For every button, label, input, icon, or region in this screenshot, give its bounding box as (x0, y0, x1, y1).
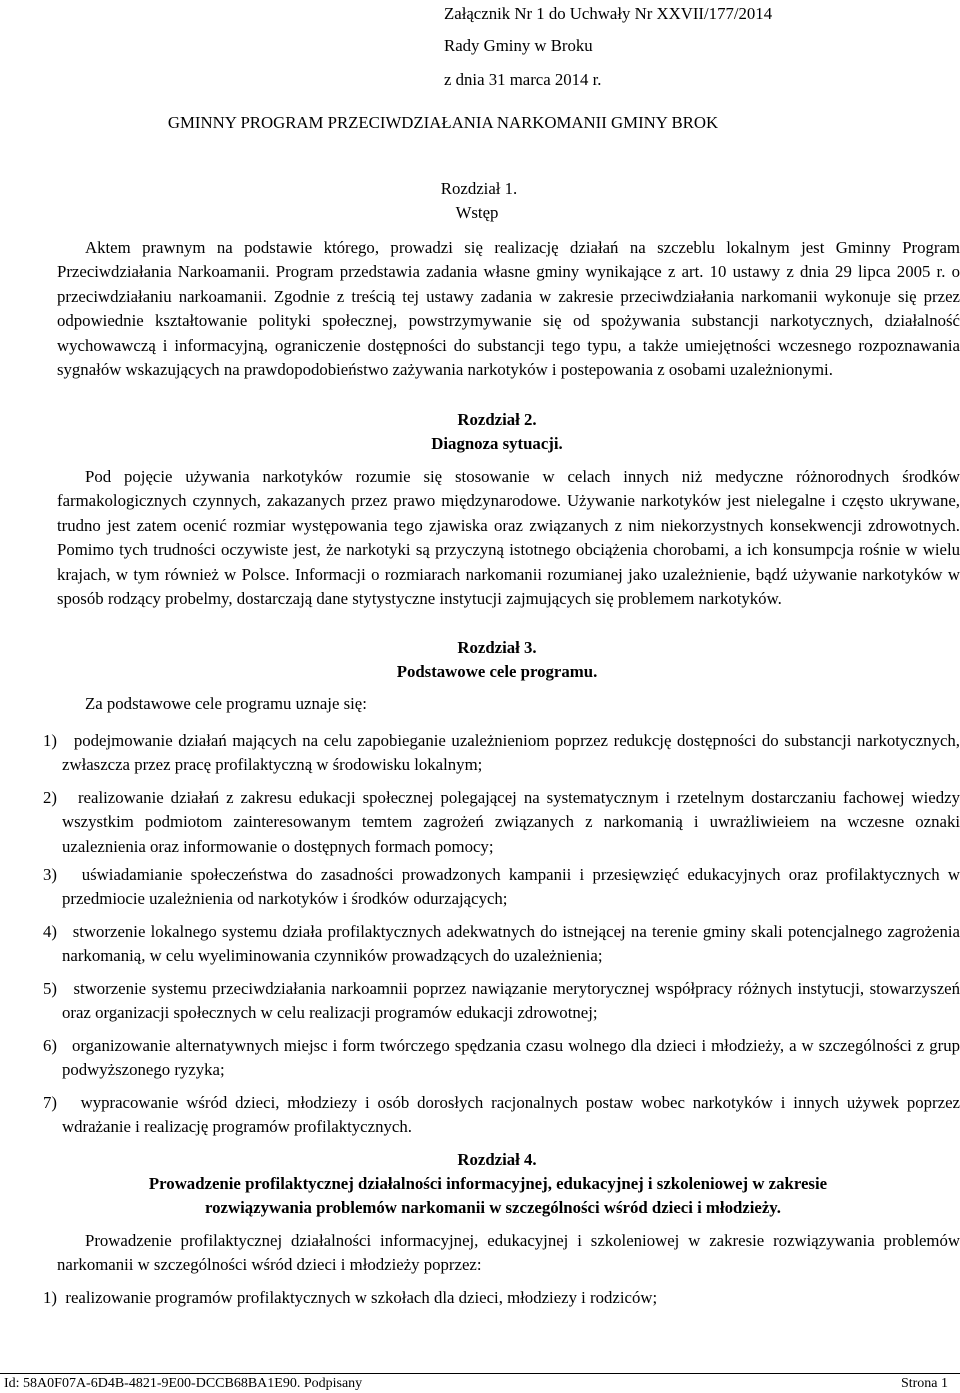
list-item-text: organizowanie alternatywnych miejsc i form twórczego spędzania czasu wolnego dla dzieci i młodzieży, a w szczególności z grup podwyższonego ryzyka; (62, 1036, 960, 1080)
list-item-number: 7) (43, 1093, 57, 1112)
list-item (43, 863, 960, 912)
list-item-text: uświadamianie społeczeństwa do zasadności prowadzonych kampanii i przesięwzięć edukacyjnych oraz profilaktycznych w przedmiocie uzależnienia od narkotyków i środków odurzających; (62, 865, 960, 909)
annex-line-1: Załącznik Nr 1 do Uchwały Nr XXVII/177/2014 (444, 4, 773, 23)
program-title: GMINNY PROGRAM PRZECIWDZIAŁANIA NARKOMANII GMINY BROK (167, 113, 719, 132)
list-item-text: realizowanie działań z zakresu edukacji społecznej polegającej na systematycznym i rzetelnym dostarczaniu fachowej wiedzy wszystkim podmiotom zainteresowanym temtem zagrożeń związanych z narkomanią i uwrażliwieiem na wczesne oznaki uzaleznienia oraz informowanie o dostępnych formach pomocy; (62, 788, 960, 856)
chapter4-title-line2: rozwiązywania problemów narkomanii w szczególności wśród dzieci i młodzieży. (205, 1198, 781, 1217)
list-item (43, 1034, 960, 1083)
list-item-number: 3) (43, 865, 57, 884)
list-item (43, 1091, 960, 1140)
list-item-text: podejmowanie działań mających na celu zapobieganie uzależnieniom poprzez redukcję dostępności do substancji narkotycznych, zwłaszcza przez pracę profilaktyczną w środowisku lokalnym; (62, 731, 960, 775)
list-item-text: stworzenie systemu przeciwdziałania narkoamnii poprzez nawiązanie merytorycznej współpracy różnych instytucji, stowarzyszeń oraz organizacji społecznych w celu realizacji programów edukacji zdrowotnej; (62, 979, 960, 1023)
list-item (43, 920, 960, 969)
list-item-number: 4) (43, 922, 57, 941)
list-item-number: 6) (43, 1036, 57, 1055)
chapter3-title: Podstawowe cele programu. (396, 662, 598, 681)
list-item-text: stworzenie lokalnego systemu działa profilaktycznych adekwatnych do istnejącej na terenie gminy skali potencjalnego zagrożenia narkomanią, w celu wyeliminowania czynników prowadzących do uzależnienia; (62, 922, 960, 966)
chapter3-intro: Za podstawowe cele programu uznaje się: (85, 694, 367, 713)
annex-line-3: z dnia 31 marca 2014 r. (444, 70, 602, 89)
list-item (43, 1286, 960, 1310)
chapter2-heading: Rozdział 2. (457, 410, 537, 429)
footer-document-id: Id: 58A0F07A-6D4B-4821-9E00-DCCB68BA1E90. Podpisany (4, 1376, 363, 1391)
list-item (43, 977, 960, 1026)
list-item-text: realizowanie programów profilaktycznych w szkołach dla dzieci, młodziezy i rodziców; (65, 1288, 658, 1307)
chapter2-paragraph: Pod pojęcie używania narkotyków rozumie się stosowanie w celach innych niż medyczne różnorodnych środków farmakologicznych czynnych, zakazanych przez prawo międzynarodowe. Używanie narkotyków jest nielegalne i często ukrywane, trudno jest zatem ocenić rozmiar występowania tego zjawiska oraz związanych z nim niekorzystnych konsekwencji zdrowotnych. Pomimo tych trudności oczywiste jest, że narkotyki są przyczyną istotnego obciążenia chorobami, a ich konsumpcja rośnie w wielu krajach, w tym również w Polsce. Informacji o rozmiarach narkomanii rozumianej jako uzależnienie, bądź używanie narkotyków w sposób rodzący probelmy, dostarczają dane stytystyczne instytucji zajmujących się problemem narkotyków. (57, 467, 960, 609)
list-item (43, 729, 960, 778)
footer-divider (0, 1373, 960, 1374)
footer-page-number: Strona 1 (900, 1376, 948, 1391)
chapter1-heading: Rozdział 1. (440, 179, 518, 198)
list-item-number: 1) (43, 1288, 57, 1307)
annex-line-2: Rady Gminy w Broku (444, 36, 593, 55)
chapter4-heading: Rozdział 4. (457, 1150, 537, 1169)
list-item-text: wypracowanie wśród dzieci, młodziezy i osób dorosłych racjonalnych postaw wobec narkotyków i innych używek poprzez wdrażanie i realizację programów profilaktycznych. (62, 1093, 960, 1137)
chapter2-title: Diagnoza sytuacji. (431, 434, 563, 453)
chapter3-heading: Rozdział 3. (457, 638, 537, 657)
chapter1-paragraph: Aktem prawnym na podstawie którego, prowadzi się realizację działań na szczeblu lokalnym jest Gminny Program Przeciwdziałania Narkoamanii. Program przedstawia zadania własne gminy wynikające z art. 10 ustawy z dnia 29 lipca 2005 r. o przeciwdziałaniu narkoamanii. Zgodnie z treścią tej ustawy zadania w zakresie przeciwdziałania narkomanii wykonuje się przez odpowiednie kształtowanie polityki społecznej, powstrzymywanie się od spożywania substancji narkotycznych, działalność wychowawczą i informacyjną, ograniczenie dostępności do substancji tego typu, a także umiejętności wczesnego rozpoznawania sygnałów wskazujących na prawdopodobieństwo zażywania narkotyków i postepowania z osobami uzależnionymi. (57, 238, 960, 380)
chapter1-title: Wstęp (455, 203, 499, 222)
list-item (43, 786, 960, 859)
list-item-number: 5) (43, 979, 57, 998)
chapter4-title-line1: Prowadzenie profilaktycznej działalności informacyjnej, edukacyjnej i szkoleniowej w zakresie (148, 1174, 828, 1193)
list-item-number: 1) (43, 731, 57, 750)
list-item-number: 2) (43, 788, 57, 807)
chapter4-paragraph: Prowadzenie profilaktycznej działalności informacyjnej, edukacyjnej i szkoleniowej w zakresie rozwiązywania problemów narkomanii w szczególności wśród dzieci i młodzieży poprzez: (57, 1231, 960, 1275)
